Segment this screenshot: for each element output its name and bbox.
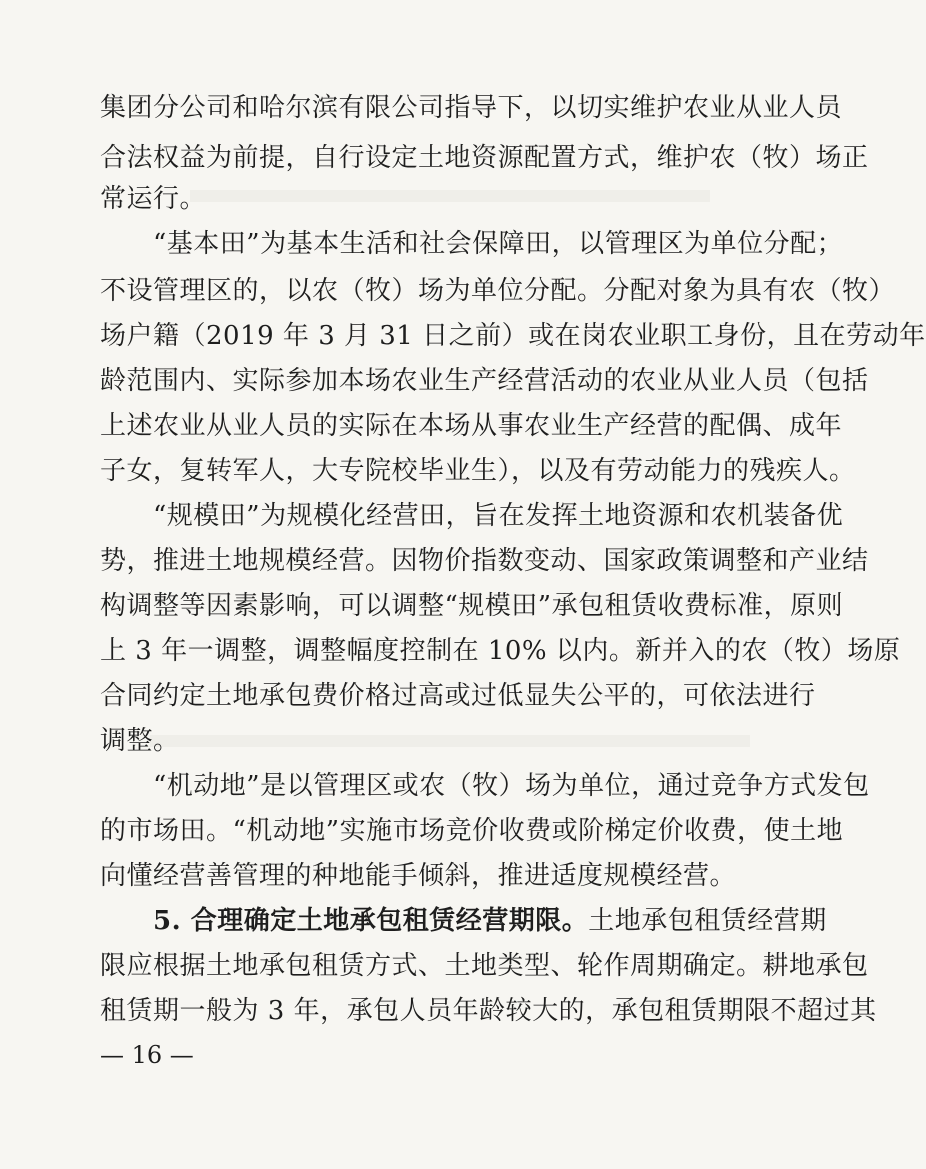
text-line: 调整。: [100, 726, 180, 756]
page-number: — 16 —: [100, 1041, 194, 1069]
text-line: “机动地”是以管理区或农（牧）场为单位，通过竞争方式发包: [153, 771, 870, 801]
text-line: 限应根据土地承包租赁方式、土地类型、轮作周期确定。耕地承包: [100, 951, 869, 981]
text-line: 土地承包租赁经营期: [588, 906, 827, 936]
section-5-paragraph-start: [153, 905, 827, 937]
text-line: 常运行。: [100, 184, 207, 214]
text-line: “基本田”为基本生活和社会保障田，以管理区为单位分配；: [153, 229, 844, 259]
text-line: 子女，复转军人，大专院校毕业生），以及有劳动能力的残疾人。: [100, 456, 856, 486]
text-line: 场户籍（2019 年 3 月 31 日之前）或在岗农业职工身份，且在劳动年: [100, 321, 926, 351]
section-heading: 5. 合理确定土地承包租赁经营期限。: [153, 906, 589, 936]
text-line: 租赁期一般为 3 年，承包人员年龄较大的，承包租赁期限不超过其: [100, 996, 877, 1026]
text-line: 不设管理区的，以农（牧）场为单位分配。分配对象为具有农（牧）: [100, 276, 896, 306]
text-line: 上述农业从业人员的实际在本场从事农业生产经营的配偶、成年: [100, 411, 843, 441]
text-line: “规模田”为规模化经营田，旨在发挥土地资源和农机装备优: [153, 501, 844, 531]
text-line: 的市场田。“机动地”实施市场竞价收费或阶梯定价收费，使土地: [100, 816, 844, 846]
text-line: 上 3 年一调整，调整幅度控制在 10% 以内。新并入的农（牧）场原: [100, 636, 901, 666]
text-line: 势，推进土地规模经营。因物价指数变动、国家政策调整和产业结: [100, 546, 869, 576]
text-line: 合法权益为前提，自行设定土地资源配置方式，维护农（牧）场正: [100, 143, 869, 173]
text-line: 集团分公司和哈尔滨有限公司指导下，以切实维护农业从业人员: [100, 93, 843, 123]
text-line: 向懂经营善管理的种地能手倾斜，推进适度规模经营。: [100, 861, 737, 891]
text-line: 构调整等因素影响，可以调整“规模田”承包租赁收费标准，原则: [100, 591, 844, 621]
text-line: 合同约定土地承包费价格过高或过低显失公平的，可依法进行: [100, 681, 816, 711]
text-line: 龄范围内、实际参加本场农业生产经营活动的农业从业人员（包括: [100, 366, 869, 396]
